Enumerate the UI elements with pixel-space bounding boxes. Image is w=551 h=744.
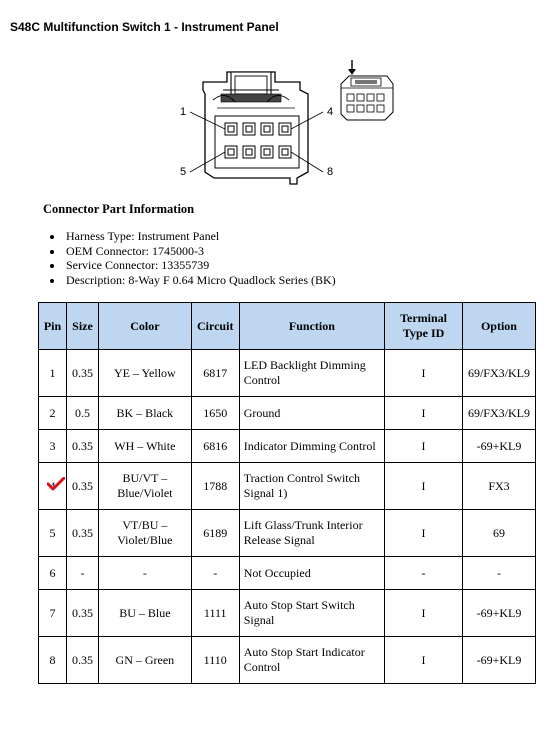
table-row xyxy=(39,510,536,557)
cell-size: 0.35 xyxy=(66,463,98,510)
cell-option: 69 xyxy=(462,510,535,557)
cell-terminal: I xyxy=(385,350,463,397)
header-terminal-type-id: Terminal Type ID xyxy=(385,303,463,350)
table-row xyxy=(39,590,536,637)
cell-function: LED Backlight Dimming Control xyxy=(239,350,384,397)
info-harness-type: • Harness Type: Instrument Panel xyxy=(64,229,336,244)
cell-pin: 2 xyxy=(39,397,67,430)
header-pin: Pin xyxy=(39,303,67,350)
cell-terminal: I xyxy=(385,510,463,557)
cell-circuit: 1110 xyxy=(191,637,239,684)
table-row xyxy=(39,397,536,430)
cell-pin-value: 4 xyxy=(49,478,56,493)
cell-circuit: 1111 xyxy=(191,590,239,637)
cell-size: 0.35 xyxy=(66,637,98,684)
header-color: Color xyxy=(98,303,191,350)
page-title: S48C Multifunction Switch 1 - Instrument Panel xyxy=(10,20,279,34)
pin-label-5: 5 xyxy=(180,166,187,178)
cell-option: 69/FX3/KL9 xyxy=(462,350,535,397)
cell-circuit: 1788 xyxy=(191,463,239,510)
cell-function: Lift Glass/Trunk Interior Release Signal xyxy=(239,510,384,557)
info-oem-connector: • OEM Connector: 1745000-3 xyxy=(64,244,336,259)
header-option: Option xyxy=(462,303,535,350)
cell-circuit: 1650 xyxy=(191,397,239,430)
cell-pin: 1 xyxy=(39,350,67,397)
cell-function: Auto Stop Start Switch Signal xyxy=(239,590,384,637)
section-heading: Connector Part Information xyxy=(43,202,195,216)
cell-size: 0.35 xyxy=(66,510,98,557)
cell-option: - xyxy=(462,557,535,590)
cell-circuit: 6189 xyxy=(191,510,239,557)
header-circuit: Circuit xyxy=(191,303,239,350)
cell-circuit: 6817 xyxy=(191,350,239,397)
cell-color: WH – White xyxy=(98,430,191,463)
connector-isometric-view xyxy=(335,58,400,123)
cell-function: Not Occupied xyxy=(239,557,384,590)
cell-option: 69/FX3/KL9 xyxy=(462,397,535,430)
cell-option: -69+KL9 xyxy=(462,637,535,684)
table-row xyxy=(39,637,536,684)
table-header-row xyxy=(39,303,536,350)
cell-pin: 7 xyxy=(39,590,67,637)
cell-pin xyxy=(39,463,67,510)
cell-option: -69+KL9 xyxy=(462,430,535,463)
header-function: Function xyxy=(239,303,384,350)
cell-option: -69+KL9 xyxy=(462,590,535,637)
cell-size: 0.35 xyxy=(66,350,98,397)
cell-size: 0.35 xyxy=(66,590,98,637)
info-service-connector: • Service Connector: 13355739 xyxy=(64,258,336,273)
checkmark-icon xyxy=(47,477,65,491)
table-row xyxy=(39,557,536,590)
cell-color: BU – Blue xyxy=(98,590,191,637)
cell-size: 0.5 xyxy=(66,397,98,430)
cell-terminal: I xyxy=(385,463,463,510)
cell-terminal: I xyxy=(385,590,463,637)
connector-face-diagram xyxy=(165,60,335,190)
pin-label-4: 4 xyxy=(327,106,334,118)
table-row xyxy=(39,350,536,397)
cell-function: Traction Control Switch Signal 1) xyxy=(239,463,384,510)
cell-pin: 3 xyxy=(39,430,67,463)
header-size: Size xyxy=(66,303,98,350)
cell-option: FX3 xyxy=(462,463,535,510)
cell-terminal: I xyxy=(385,397,463,430)
pin-label-8: 8 xyxy=(327,166,334,178)
cell-color: BU/VT – Blue/Violet xyxy=(98,463,191,510)
table-row xyxy=(39,430,536,463)
cell-color: GN – Green xyxy=(98,637,191,684)
cell-pin: 8 xyxy=(39,637,67,684)
cell-function: Ground xyxy=(239,397,384,430)
cell-size: - xyxy=(66,557,98,590)
cell-circuit: - xyxy=(191,557,239,590)
cell-color: VT/BU – Violet/Blue xyxy=(98,510,191,557)
table-row xyxy=(39,463,536,510)
info-description: • Description: 8-Way F 0.64 Micro Quadlock Series (BK) xyxy=(64,273,336,288)
pin-label-1: 1 xyxy=(180,106,187,118)
cell-function: Auto Stop Start Indicator Control xyxy=(239,637,384,684)
cell-color: BK – Black xyxy=(98,397,191,430)
cell-terminal: I xyxy=(385,637,463,684)
cell-circuit: 6816 xyxy=(191,430,239,463)
cell-pin: 5 xyxy=(39,510,67,557)
cell-size: 0.35 xyxy=(66,430,98,463)
cell-color: YE – Yellow xyxy=(98,350,191,397)
cell-terminal: - xyxy=(385,557,463,590)
cell-pin: 6 xyxy=(39,557,67,590)
cell-function: Indicator Dimming Control xyxy=(239,430,384,463)
cell-terminal: I xyxy=(385,430,463,463)
cell-color: - xyxy=(98,557,191,590)
connector-info-list xyxy=(44,229,336,287)
pinout-table xyxy=(38,302,536,684)
